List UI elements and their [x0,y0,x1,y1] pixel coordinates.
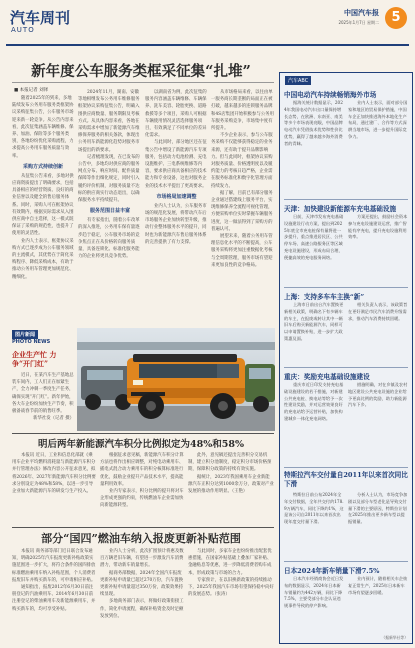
brief-body-left [284,302,344,364]
paragraph: 措施明确，对在乡镇及农村地区建设公共充电设施的企业给予更高比例的奖励，助力新能源汽车下乡。 [348,382,408,408]
paragraph: 本报讯 近日，工业和信息化部就《乘用车企业平均燃料消耗量与新能源汽车积分并行管理办法》修改内容公开征求意见，拟将2026年、2027年新能源汽车积分比例要求分别设定为48%和58%，以进一步引导企业加大新能源汽车的研发与生产投入。 [12,453,96,495]
paragraph: 特斯拉日前公布2024年全年交付数据，全年共交付约178.9万辆汽车，同比下降约1%，这是该公司自2011年以来首次出现年度交付量下滑。 [284,492,344,525]
paragraph: 据统计，2023年我国乘用车企业新能源汽车正积分达到1000余万分，政策对产业发展的推动作用明显。（王艳） [188,474,274,495]
paragraph: 与此同时，多家车企也纷纷推出配套优惠措施，在国家补贴基础上叠加厂家补贴、金融贴息等优惠，进一步降低消费者购车成本，形成政策与市场的合力。 [188,549,272,576]
masthead [279,8,379,26]
brief-title: 中国电动汽车持续畅销海外市场 [284,91,377,99]
paragraph: 记者梳理发现，在已发布的公告中，多地均对供应商的服务网点分布、响应时间、配件质量保障等作出细化规定，同时引入履约评价机制，对服务质量不达标的供应商实行动态退出，以确保服务水平持续提升。 [78,154,140,204]
paragraph: 业内人士表示，面对部分国家和地区的贸易保护措施，中国车企正加快推进海外本地化生产布局，通过建厂、合作等方式深耕当地市场，进一步提升国际竞争力。 [348,100,408,139]
section-divider [12,433,274,434]
main-column-3 [145,89,208,325]
paragraph: 近日，在某汽车生产基地总装车间内，工人们正在加紧生产，全力冲刺一季度生产任务，确保实现“开门红”。新年伊始，各大车企纷纷加快生产节奏，积极备战春节前的销售旺季。 [12,373,74,415]
paragraph: 上海市日前出台汽车置换更新相关政策，明确名下有多辆车的车主，在报废或转让其中一辆旧车后购买新能源汽车，同样可以申请置换补贴，进一步扩大政策惠及面。 [284,302,344,341]
paragraph: 2024年11月，湖南、安徽等地相继发布公务用车维修服务框架协议采购征集公告，明确入围供应商数量、服务期限及考核方式。从具体内容来看，各地在采购需求中增加了新能源汽车维修保养服务的相关条款，体现出公务用车新能源化趋势对服务市场提出的新要求。 [78,90,140,153]
mid-column-3 [188,452,274,524]
brief-title: 上海：支持多车车主换“新” [284,293,365,301]
paragraph: 业内预计，随着相关车企恢复正常生产，2025年日本新车市场有望逐步回暖。 [348,576,408,595]
paragraph: 据商务部数据，2024年全国汽车报废更新补贴申请量已超过270万份，汽车置换更新补贴申请量超过350万份，政策效果持续显现。 [100,570,184,598]
paragraph: 随着2025年的到来，多地陆续发布公务用车服务类框架协议采购征集公告，公车服务市场迎来新一轮竞争。从公告内容来看，此次征集涵盖车辆维修、保养、加油、保险等多个服务类别，各地纷纷优化采购流程，力求提高公务用车服务质量与效率。 [12,96,74,159]
brief-title: 重庆：奖励充电基础设施建设 [284,373,370,381]
brief-title: 日本2024年新车销量下滑7.5% [284,567,380,575]
subheading: 采购方式持续创新 [22,163,63,170]
subheading: 服务范围日益丰富 [89,208,130,215]
news-photo [77,328,275,431]
bottom-headline: 部分“国四”燃油车纳入报废更新补贴范围 [41,532,241,545]
main-headline: 新年度公车服务类框采征集“扎堆” [31,63,251,80]
main-column-2 [78,89,142,325]
paragraph: 相关负责人表示，该政策旨在更好满足市民汽车消费升级需求，推动汽车消费持续回暖。 [348,302,408,321]
paragraph: 分析人士认为，市场竞争加剧以及部分车型老化是导致交付量下滑的主要原因，特斯拉计划在2025年推出更多新车型以提振销量。 [348,492,408,525]
paragraph: 此外，意见稿还提出完善积分交易机制，建立积分池制度，稳定积分市场价格预期，保障积分政策的持续有效实施。 [188,453,272,473]
brief-body-right [348,492,408,558]
brief-body-right [348,214,408,284]
paragraph: 与此同时，部分地区还在征集公告中增设了新能源汽车专项服务，包括动力电池检测、充电设施维护、三电系统维修等内容，要求供应商具备相应的技术能力和专业设备，这也对服务企业的技术水平提出了更高要求。 [145,140,207,189]
headline-rule [12,82,274,83]
page-header [6,4,409,46]
brief-title: 天津：加快建设新能源车充电基础设施 [284,205,397,213]
section-title-en: AUTO [11,26,35,34]
brief-body-left [284,382,344,464]
brief-body-left [284,492,344,558]
paragraph: 多地商务部门表示，将做好政策衔接工作，简化申请流程，确保补贴资金及时足额发放到位。 [100,599,184,619]
paragraph: 日本汽车经销商协会近日发布的数据显示，2024年日本新车销量约为442万辆，同比下降7.5%，主要受部分车企认证违规事件导致的停产影响。 [284,576,344,609]
subheading: 市场格局加速调整 [156,193,197,200]
bottom-column-2 [100,548,184,644]
dateline: 2025年1月7日 星期二 [338,20,379,25]
paragraph: 方案还提出，鼓励社会资本参与充电设施建设运营，推广智能有序充电，提升充电设施利用效率。 [348,214,408,240]
photo-credit: 新华社发（记者 摄） [33,416,74,422]
photo-news-label: 图片新闻 [12,330,38,339]
paragraph: 不少企业表示，参与公车服务采购不仅能够获得稳定的业务来源，还有助于提升品牌影响力。但与此同时，框架协议采购对服务质量、价格透明度以及履约能力的考核日趋严格，企业需在服务标准化和数字化管理方面持续发力。 [211,133,273,189]
brief-body-right [348,576,408,632]
main-byline: ■ 本报记者 刘铎 [14,88,49,93]
paragraph: 本报讯 商务部等部门近日联合发布通知，明确2025年汽车报废更新补贴政策实施范围进一步扩大，将符合条件的国四排放标准燃油乘用车纳入补贴范围，个人消费者报废旧车并购买新车的，可申请相应补贴。 [12,549,96,583]
paragraph: 展望未来，随着公务用车管理信息化水平的不断提高，公车服务采购将更加注重数据化考核与全周期管理，服务市场有望迎来更加良性的竞争格局。 [211,234,273,268]
brief-body-left [284,576,344,632]
sidebar-footer: （据新华社等） [381,635,408,640]
photo-caption [12,372,74,428]
brief-divider [284,561,408,562]
suv-photo-illustration [77,328,275,431]
paragraph: 有专家指出，随着公车改革的深入推进，公务用车保有量逐步趋于稳定，公车服务市场的竞争焦点正在从价格转向服务质量，具备连锁化、标准化服务能力的企业将更具竞争优势。 [78,218,140,260]
paragraph: 从市场格局来看，以往由单一服务商长期垄断的局面正在被打破，越来越多的连锁服务品牌和4S店集团开始积极参与公务用车服务采购竞争，市场集中度有所提升。 [211,90,274,132]
paragraph: 业内人士分析，此次扩围预计将惠及数百万辆老旧车辆，有望进一步激发汽车消费潜力，带动新车销量增长。 [100,549,184,569]
brief-body-right [348,382,408,464]
brief-divider [284,199,408,200]
paragraph: 重庆市近日印发支持充电基础设施建设的若干措施，对新建公共充电桩、换电站等给予一次性建设奖励，并对运营效果良好的充电站给予运营补贴，加快构建城乡一体化充电网络。 [284,382,344,421]
mid-column-1 [12,452,96,524]
paragraph: 通知指出，报废2012年6月30日前注册登记的汽油乘用车、2014年6月30日前注册登记的柴油乘用车及新能源乘用车，并购买新车的，均可享受补贴。 [12,585,96,612]
paragraph: 以湖南省为例，此次征集的服务内容涵盖车辆维修、车辆保养、洗车美容、轮胎更换、道路救援等多个项目，采购人可根据车辆使用情况灵活选择服务项目，有效满足了不同单位的差异化需求。 [145,90,207,139]
paragraph: 日前，天津市发布充电基础设施建设行动方案，提出到2025年底全市充电桩保有量将进一步提升，重点推进居民区、公共停车场、高速公路服务区等区域充电设施建设，形成布局合理、便捷高效的充电服务网络。 [284,214,344,260]
page-number-badge: 5 [385,7,407,29]
brief-title: 特斯拉汽车交付量自2011年以来首次同比下滑 [284,471,408,488]
photo-news-label-en: PHOTO NEWS [12,339,51,345]
photo-caption-title: 企业生产忙 力争“开门红” [12,350,57,368]
brief-body-right [348,302,408,364]
paragraph: 据海关统计数据显示，2024年我国电动汽车出口量保持增长态势，在欧洲、东南亚、南美等多个市场表现亮眼，中国品牌电动汽车凭借技术优势和性价比优势，赢得了越来越多海外消费者的青睐。 [284,100,343,146]
news-brief-sidebar [279,72,413,644]
main-column-4 [211,89,274,325]
main-column-1 [12,95,74,325]
paragraph: 据了解，目前已有部分服务企业通过搭建线上服务平台，实现维修保养全流程可视化管理，方便采购单位实时掌握车辆服务进度，这一做法得到了采购方的普遍认可。 [211,190,273,232]
brief-body-left [284,214,344,284]
paragraph: 业内专家表示，积分比例的提升将对车企形成更强的约束，传统燃油车企业需加快向新能源转型。 [100,489,184,509]
bottom-column-3 [188,548,274,644]
brief-divider [284,367,408,368]
paragraph: 从征集公告来看，多地对供应商资质提出了明确要求，包括具备相应的经营资质、良好的商业信誉以及健全的售后服务体系。同时，采购人可在框架协议有效期内，根据实际需求从入围供应商中自主选择，这一模式既保证了采购的规范性，也提升了使用的灵活性。 [12,173,74,237]
bottom-column-1 [12,548,96,644]
sidebar-tag: 汽车ABC [285,76,311,85]
mid-column-2 [100,452,184,524]
paragraph: 业内人士表示，框架协议采购方式已逐步成为公车服务领域的主流模式，其优势在于简化采购程序、降低采购成本，有助于推动公务用车管理更加规范化、精细化。 [12,238,74,280]
brief-body-right [348,100,408,196]
section-divider [12,527,274,528]
section-title: 汽车周刊 [10,9,71,27]
paper-name: 中国汽车报 [344,9,379,17]
paragraph: 业内人士认为，公车服务市场的规范化发展，将带动汽车后市场服务企业加快转型升级，推动行业整体服务水平的提升，同时也为新能源汽车售后服务体系的完善提供了有力支撑。 [145,203,207,245]
paragraph: 专家预计，在以旧换新政策的持续推动下，2025年我国汽车市场有望保持稳中向好的发展态势。（张涛） [188,577,274,598]
mid-headline: 明后两年新能源汽车积分比例拟定为48%和58% [38,439,244,450]
brief-divider [284,287,408,288]
paragraph: 根据征求意见稿，新能源汽车积分计算方法也将作出相应调整，对纯电动乘用车、插电式混合动力乘用车的积分核算标准进行优化，鼓励企业提升产品技术水平，提高能量利用效率。 [100,453,184,487]
brief-divider [284,467,408,468]
brief-body-left [284,100,344,196]
